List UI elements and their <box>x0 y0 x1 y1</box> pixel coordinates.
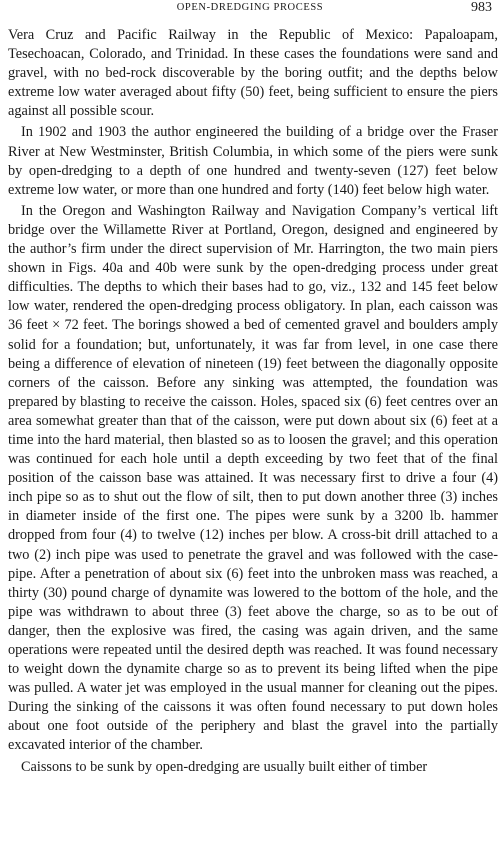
page-header <box>0 0 500 20</box>
paragraph-continued: Vera Cruz and Pacific Railway in the Republic of Mexico: Papaloapam, Tesechoacan, Colorado, and Trinidad. In these cases the foundations were sand and gravel, with no bed-rock discoverable by the boring outfit; and the depths below extreme low water averaged about fifty (50) feet, being sufficient to ensure the piers against all possible scour. <box>8 27 498 120</box>
running-title: OPEN-DREDGING PROCESS <box>176 2 324 13</box>
page-number: 983 <box>471 0 492 15</box>
paragraph-fraser-river: In 1902 and 1903 the author engineered the building of a bridge over the Fraser River at New Westminster, British Columbia, in which some of the piers were sunk by open-dredging to a depth of one hundred and twenty-seven (127) feet below extreme low water, or more than one hundred and forty (140) feet below high water. <box>8 124 498 198</box>
body-text <box>8 26 498 777</box>
paragraph-caissons: Caissons to be sunk by open-dredging are usually built either of timber <box>21 758 428 775</box>
paragraph-willamette-bridge: In the Oregon and Washington Railway and Navigation Company’s vertical lift bridge over the Willamette River at Portland, Oregon, designed and engineered by the author’s firm under the direct supervision of Mr. Harrington, the two main piers shown in Figs. 40a and 40b were sunk by the open-dredging process under great difficulties. The depths to which their bases had to go, viz., 132 and 145 feet below low water, rendered the open-dredging process obligatory. In plan, each caisson was 36 feet × 72 feet. The borings showed a bed of cemented gravel and boulders amply solid for a foundation; but, unfortunately, it was far from level, in one case there being a difference of elevation of nineteen (19) feet between the diagonally opposite corners of the caisson. Before any sinking was attempted, the foundation was prepared by blasting to receive the caisson. Holes, spaced six (6) feet centres over an area somewhat greater than that of the caisson, were put down about six (6) feet at a time into the hard material, then blasted so as to loosen the gravel; and this operation was continued for each hole until a depth exceeding by two feet that of the final position of the caisson base was attained. It was necessary first to drive a four (4) inch pipe so as to shut out the flow of silt, then to put down another three (3) inches in diameter inside of the first one. The pipes were sunk by a 3200 lb. hammer dropped from four (4) to twelve (12) inches per blow. A cross-bit drill attached to a two (2) inch pipe was used to penetrate the gravel and was followed with the case-pipe. After a penetration of about six (6) feet into the unbroken mass was reached, a thirty (30) pound charge of dynamite was lowered to the bottom of the hole, and the pipe was withdrawn to about three (3) feet above the charge, so as to be out of danger, then the explosive was fired, the casing was again driven, and the same operations were repeated until the desired depth was reached. It was found necessary to weight down the dynamite charge so as to prevent its being lifted when the pipe was pulled. A water jet was employed in the usual manner for cleaning out the pipes. During the sinking of the caissons it was often found necessary to put down holes about one foot outside of the periphery and blast the gravel into the partially excavated interior of the chamber. <box>8 202 498 754</box>
